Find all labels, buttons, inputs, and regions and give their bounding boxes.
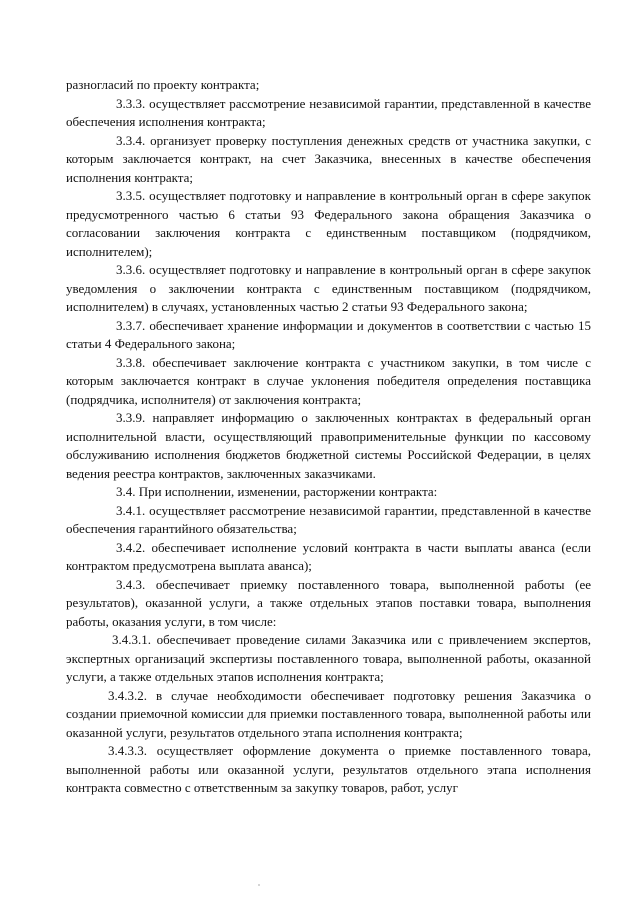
paragraph-3-3-3: 3.3.3. осуществляет рассмотрение независимой гарантии, представленной в качестве обеспечения исполнения контракта; [66,95,591,129]
paragraph-3-3-6: 3.3.6. осуществляет подготовку и направление в контрольный орган в сфере закупок уведомления о заключении контракта с единственным поставщиком (подрядчиком, исполнителем) в случаях, установленных частью 2 статьи 93 Федерального закона; [66,262,591,314]
paragraph-continuation: разногласий по проекту контракта; [66,77,260,92]
paragraph-3-4: 3.4. При исполнении, изменении, расторжении контракта: [116,484,438,499]
paragraph-3-4-2: 3.4.2. обеспечивает исполнение условий контракта в части выплаты аванса (если контрактом предусмотрена выплата аванса); [66,539,591,573]
document-body [66,76,591,798]
paragraph-3-4-1: 3.4.1. осуществляет рассмотрение независимой гарантии, представленной в качестве обеспечения гарантийного обязательства; [66,502,591,536]
paragraph-3-4-3: 3.4.3. обеспечивает приемку поставленного товара, выполненной работы (ее результатов), оказанной услуги, а также отдельных этапов поставки товара, выполнения работы, оказания услуги, в том числе: [66,576,591,629]
paragraph-3-3-9: 3.3.9. направляет информацию о заключенных контрактах в федеральный орган исполнительной власти, осуществляющий правоприменительные функции по кассовому обслуживанию исполнения бюджетов бюджетной системы Российской Федерации, в целях ведения реестра контрактов, заключенных заказчиками. [66,410,591,481]
scan-speck [258,884,260,886]
paragraph-3-4-3-3: 3.4.3.3. осуществляет оформление документа о приемке поставленного товара, выполненной работы или оказанной услуги, результатов отдельного этапа исполнения контракта совместно с ответственным за закупку товаров, работ, услуг [66,743,591,795]
paragraph-3-3-4: 3.3.4. организует проверку поступления денежных средств от участника закупки, с которым заключается контракт, на счет Заказчика, внесенных в качестве обеспечения исполнения контракта; [66,132,591,185]
paragraph-3-4-3-1: 3.4.3.1. обеспечивает проведение силами Заказчика или с привлечением экспертов, экспертных организаций экспертизы поставленного товара, выполненной работы, оказанной услуги, а также отдельных этапов исполнения контракта; [66,632,591,684]
paragraph-3-3-7: 3.3.7. обеспечивает хранение информации и документов в соответствии с частью 15 статьи 4 Федерального закона; [66,317,591,351]
paragraph-3-3-5: 3.3.5. осуществляет подготовку и направление в контрольный орган в сфере закупок предусмотренного частью 6 статьи 93 Федерального закона обращения Заказчика о согласовании заключения контракта с единственным поставщиком (подрядчиком, исполнителем); [66,188,591,259]
paragraph-3-4-3-2: 3.4.3.2. в случае необходимости обеспечивает подготовку решения Заказчика о создании приемочной комиссии для приемки поставленного товара, выполненной работы или оказанной услуги, результатов отдельного этапа исполнения контракта; [66,687,591,740]
paragraph-3-3-8: 3.3.8. обеспечивает заключение контракта с участником закупки, в том числе с которым заключается контракт в случае уклонения победителя определения поставщика (подрядчика, исполнителя) от заключения контракта; [66,354,591,407]
